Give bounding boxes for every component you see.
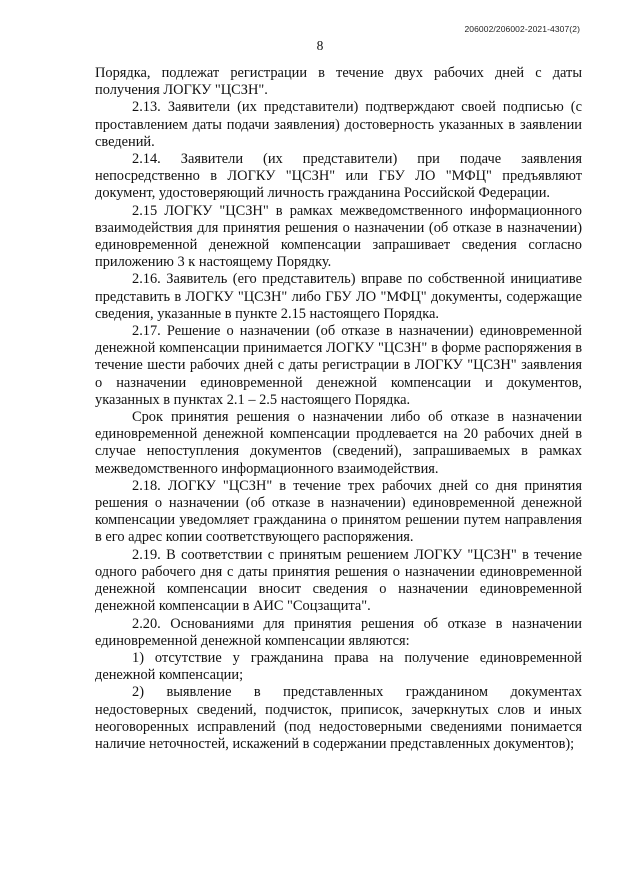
paragraph-2-13: 2.13. Заявители (их представители) подтверждают своей подписью (с проставлением даты подачи заявления) достоверность указанных в заявлении сведений. (95, 99, 582, 150)
list-item-2: 2) выявление в представленных гражданином документах недостоверных сведений, подчисток, приписок, зачеркнутых слов и иных неоговоренных исправлений (под недостоверными сведениями понимается наличие неточностей, искажений в содержании представленных документов); (95, 684, 582, 752)
page-number: 8 (316, 38, 324, 53)
document-body (95, 65, 582, 753)
paragraph-2-20: 2.20. Основаниями для принятия решения об отказе в назначении единовременной денежной компенсации являются: (95, 615, 582, 649)
list-item-1: 1) отсутствие у гражданина права на получение единовременной денежной компенсации; (95, 649, 582, 684)
paragraph-2-14: 2.14. Заявители (их представители) при подаче заявления непосредственно в ЛОГКУ "ЦСЗН" или ГБУ ЛО "МФЦ" предъявляют документ, удостоверяющий личность гражданина Российской Федерации. (95, 151, 582, 202)
document-id: 206002/206002-2021-4307(2) (464, 24, 580, 34)
paragraph-2-18: 2.18. ЛОГКУ "ЦСЗН" в течение трех рабочих дней со дня принятия решения о назначении (об отказе в назначении) единовременной денежной компенсации уведомляет гражданина о принятом решении путем направления в его адрес копии соответствующего распоряжения. (95, 477, 582, 546)
paragraph-2-17: 2.17. Решение о назначении (об отказе в назначении) единовременной денежной компенсации принимается ЛОГКУ "ЦСЗН" в форме распоряжения в течение шести рабочих дней с даты регистрации в ЛОГКУ "ЦСЗН" заявления о назначении единовременной денежной компенсации и документов, указанных в пунктах 2.1 – 2.5 настоящего Порядка. (95, 323, 582, 408)
paragraph-continuation: Порядка, подлежат регистрации в течение двух рабочих дней с даты получения ЛОГКУ "ЦСЗН". (95, 65, 582, 99)
paragraph-decision-term: Срок принятия решения о назначении либо об отказе в назначении единовременной денежной компенсации продлевается на 20 рабочих дней в случае непоступления документов (сведений), запрашиваемых в рамках межведомственного информационного взаимодействия. (95, 409, 582, 477)
paragraph-2-19: 2.19. В соответствии с принятым решением ЛОГКУ "ЦСЗН" в течение одного рабочего дня с даты принятия решения о назначении единовременной денежной компенсации вносит сведения о назначении единовременной денежной компенсации в АИС "Соцзащита". (95, 546, 582, 615)
paragraph-2-15: 2.15 ЛОГКУ "ЦСЗН" в рамках межведомственного информационного взаимодействия для принятия решения о назначении (об отказе в назначении) единовременной денежной компенсации запрашивает сведения согласно приложению 3 к настоящему Порядку. (95, 202, 582, 271)
paragraph-2-16: 2.16. Заявитель (его представитель) вправе по собственной инициативе представить в ЛОГКУ "ЦСЗН" либо ГБУ ЛО "МФЦ" документы, содержащие сведения, указанные в пункте 2.15 настоящего Порядка. (95, 271, 582, 322)
